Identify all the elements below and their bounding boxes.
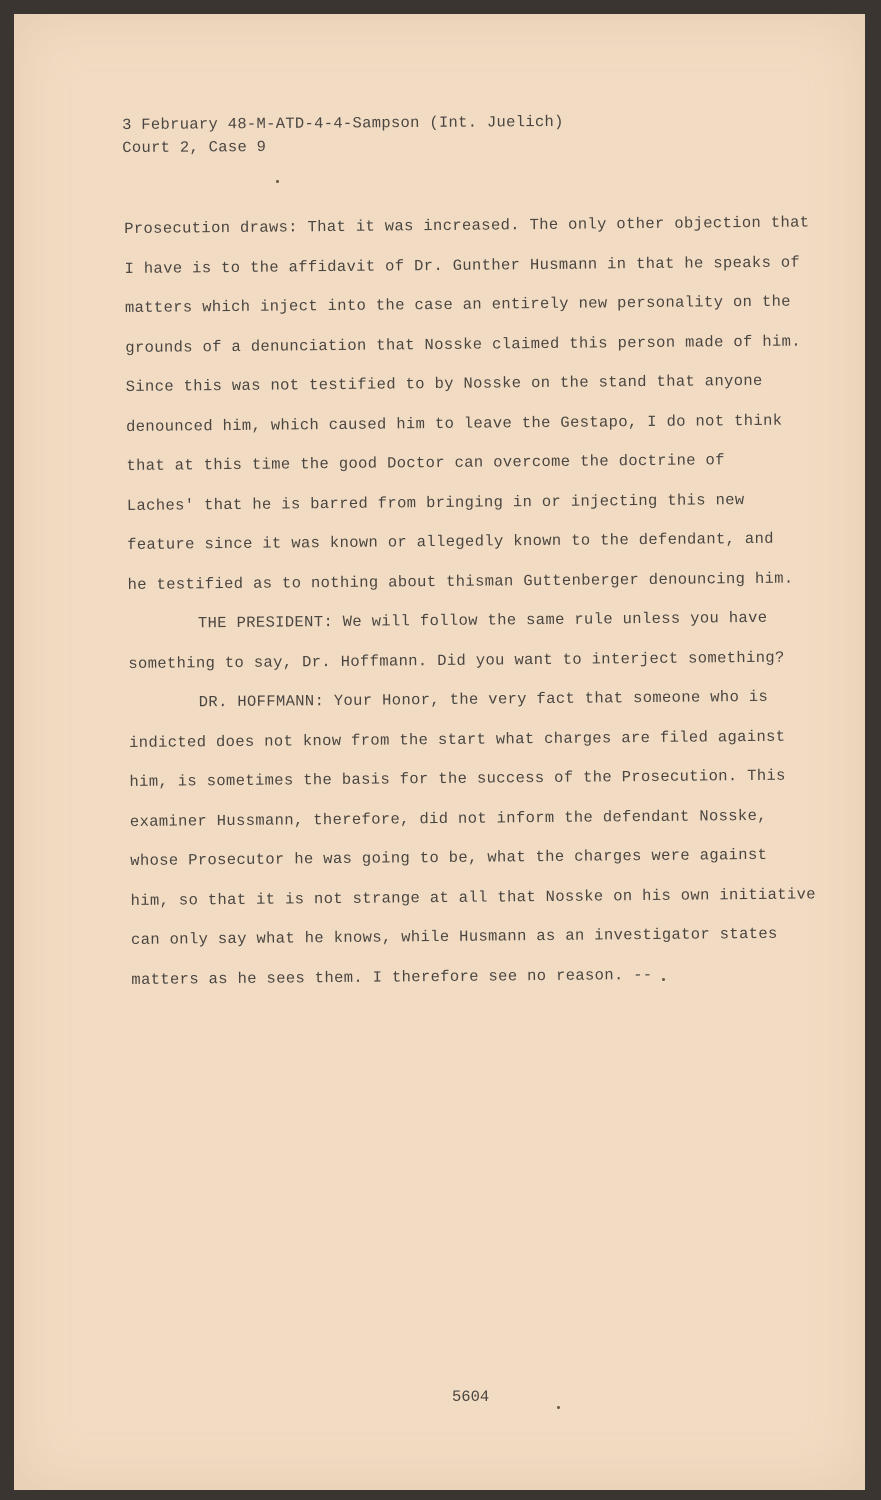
transcript-line: I have is to the affidavit of Dr. Gunther Husmann in that he speaks of	[124, 253, 801, 278]
transcript-line: matters as he sees them. I therefore see no reason. --	[131, 965, 653, 989]
header-line-date-reference: 3 February 48-M-ATD-4-4-Sampson (Int. Juelich)	[122, 112, 564, 134]
transcript-line: examiner Hussmann, therefore, did not inform the defendant Nosske,	[129, 806, 767, 831]
paper-speck	[557, 1406, 560, 1409]
paper-speck	[276, 180, 279, 183]
transcript-line: grounds of a denunciation that Nosske claimed this person made of him.	[125, 332, 801, 357]
transcript-line: denounced him, which caused him to leave the Gestapo, I do not think	[125, 411, 783, 436]
transcript-line: whose Prosecutor he was going to be, what the charges were against	[130, 845, 768, 870]
document-header	[122, 111, 564, 160]
transcript-line: Prosecution draws: That it was increased. The only other objection that	[124, 213, 810, 238]
document-page	[14, 14, 865, 1490]
paper-speck	[662, 978, 665, 981]
transcript-line: him, so that it is not strange at all that Nosske on his own initiative	[130, 884, 816, 910]
transcript-line: something to say, Dr. Hoffmann. Did you want to interject something?	[128, 648, 785, 673]
header-line-court-case: Court 2, Case 9	[122, 137, 267, 157]
speaker-line-president: THE PRESIDENT: We will follow the same rule unless you have	[197, 608, 768, 633]
transcript-line: indicted does not know from the start what charges are filed against	[129, 727, 786, 752]
page-number: 5604	[452, 1388, 490, 1406]
transcript-line: that at this time the good Doctor can overcome the doctrine of	[126, 451, 725, 475]
transcript-body	[124, 203, 822, 1000]
transcript-line: can only say what he knows, while Husmann as an investigator states	[130, 924, 778, 949]
transcript-line: he testified as to nothing about thisman Guttenberger denouncing him.	[127, 569, 794, 594]
transcript-line: Laches' that he is barred from bringing in or injecting this new	[126, 490, 745, 515]
transcript-line: him, is sometimes the basis for the success of the Prosecution. This	[129, 766, 786, 791]
transcript-line: feature since it was known or allegedly known to the defendant, and	[127, 529, 774, 554]
transcript-line: matters which inject into the case an entirely new personality on the	[124, 292, 791, 317]
speaker-line-hoffmann: DR. HOFFMANN: Your Honor, the very fact that someone who is	[198, 687, 769, 712]
transcript-line: Since this was not testified to by Nosske on the stand that anyone	[125, 371, 763, 396]
